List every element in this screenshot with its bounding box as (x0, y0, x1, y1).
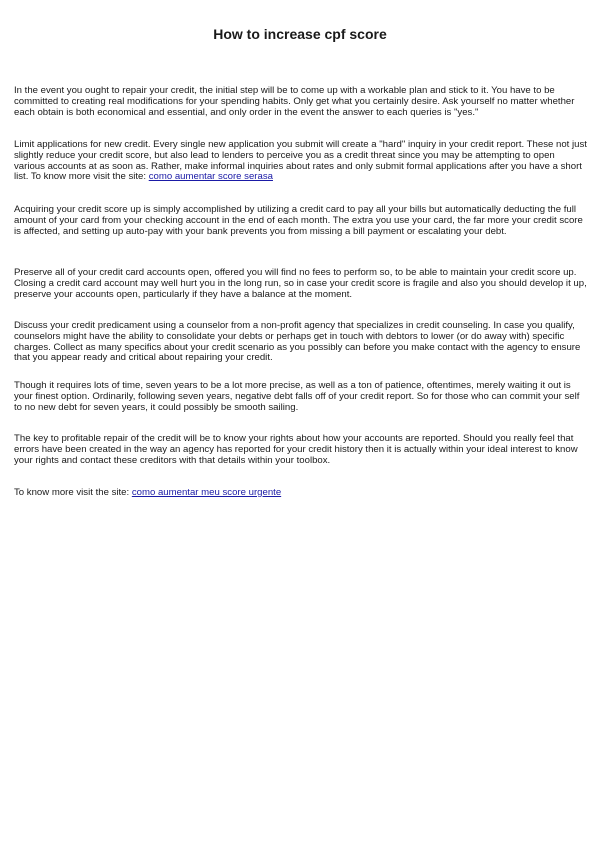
paragraph-text: Though it requires lots of time, seven years to be a lot more precise, as well as a ton of patience, oftentimes, merely waiting it out is your finest option. Ordinarily, following seven years, negative debt falls off of your credit report. So for those who can commit your self to no new debt for seven years, it could possibly be smooth sailing. (14, 380, 580, 413)
page-title: How to increase cpf score (213, 26, 387, 42)
score-urgente-link[interactable]: como aumentar meu score urgente (131, 487, 282, 498)
paragraph-text: Limit applications for new credit. Every single new application you submit will create a "hard" inquiry in your credit report. These not just slightly reduce your credit score, but also lead to lenders to perceive you as a credit threat since you may be attempting to open various accounts at as soon as. Rather, make informal inquiries about rates and only submit formal applications after you have a short list. To know more visit the site: (14, 139, 587, 183)
paragraph-text: Discuss your credit predicament using a counselor from a non-profit agency that specializes in credit counseling. In case you qualify, counselors might have the ability to consolidate your debts or perhaps get in touch with debtors to lower (or do away with) specific charges. Collect as many specifics about your credit scenario as you possibly can before you make contact with the agency to ensure that you appear ready and critical about repairing your credit. (14, 320, 581, 364)
paragraph-7 (14, 434, 588, 466)
paragraph-text: Acquiring your credit score up is simply accomplished by utilizing a credit card to pay all your bills but automatically deducting the full amount of your card from your checking account in the end of each month. The extra you use your card, the far more your credit score is affected, and setting up auto-pay with your bank prevents you from missing a bill payment or escalating your debt. (14, 204, 583, 237)
serasa-link[interactable]: como aumentar score serasa (148, 171, 273, 183)
paragraph-6 (14, 381, 588, 413)
paragraph-text: In the event you ought to repair your credit, the initial step will be to come up with a workable plan and stick to it. You have to be committed to creating real modifications for your spending habits. Only get what you certainly desire. Ask yourself no matter whether each obtain is both economical and essential, and only order in the event the answer to each queries is "yes." (14, 85, 575, 118)
paragraph-8 (14, 488, 588, 499)
paragraph-3 (14, 205, 588, 237)
paragraph-text: Preserve all of your credit card accounts open, offered you will find no fees to perform so, to be able to maintain your credit score up. Closing a credit card account may well hurt you in the long run, so in case your credit score is fragile and also you should develop it up, preserve your accounts open, particularly if they have a balance at the moment. (14, 267, 587, 300)
paragraph-text: To know more visit the site: (14, 487, 132, 498)
paragraph-5 (14, 321, 588, 364)
paragraph-text: The key to profitable repair of the credit will be to know your rights about how your accounts are reported. Should you really feel that errors have been created in the way an agency has reported for your credit history then it is actually within your ideal interest to know your rights and contact these creditors with that details within your toolbox. (14, 433, 578, 466)
paragraph-2 (14, 140, 588, 183)
paragraph-4 (14, 268, 588, 300)
paragraph-1 (14, 86, 588, 118)
